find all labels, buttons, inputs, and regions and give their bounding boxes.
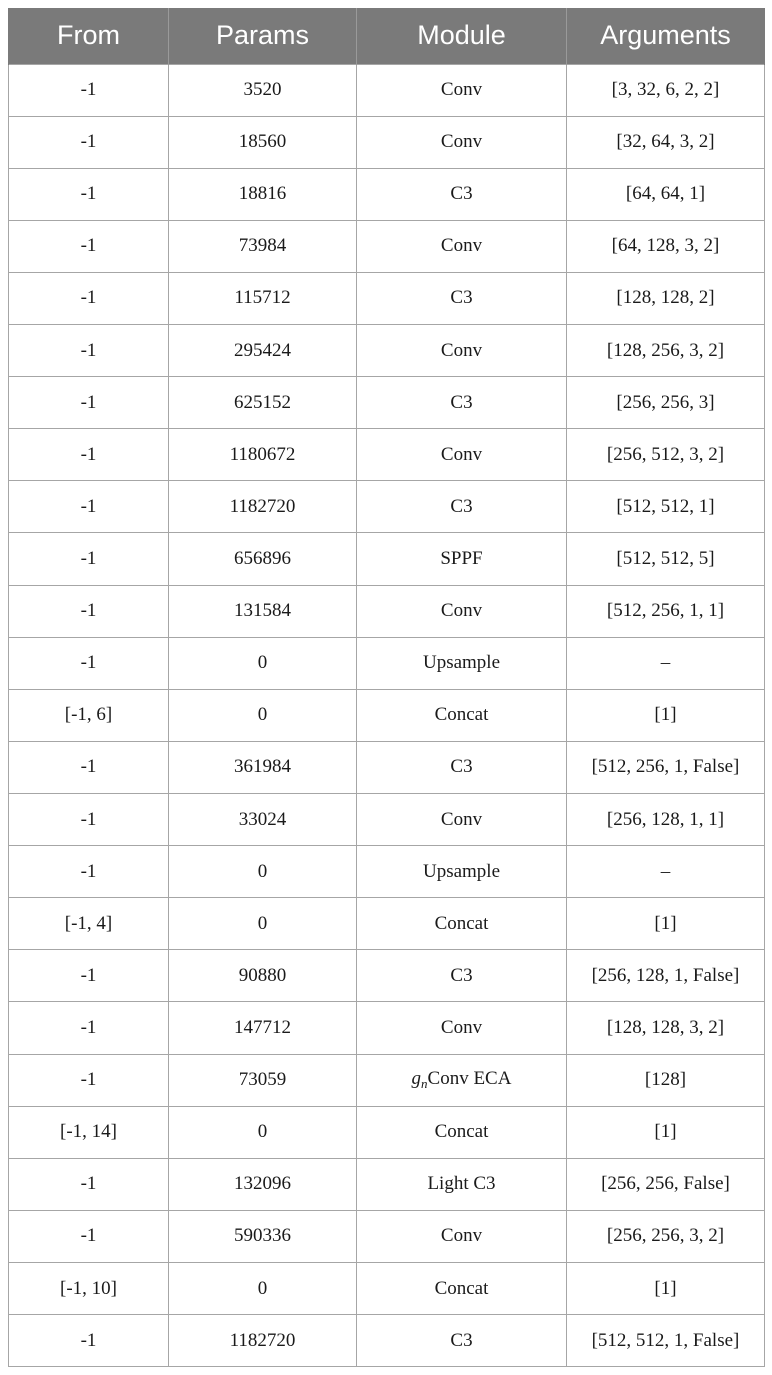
cell-from: -1 [9,272,169,324]
cell-arguments: [128] [567,1054,765,1106]
cell-from: -1 [9,64,169,116]
cell-params: 0 [169,1263,357,1315]
cell-module: Concat [357,1106,567,1158]
cell-params: 18816 [169,168,357,220]
cell-from: -1 [9,429,169,481]
cell-arguments: [512, 512, 1] [567,481,765,533]
cell-module: C3 [357,481,567,533]
cell-from: -1 [9,533,169,585]
cell-params: 1182720 [169,481,357,533]
cell-params: 115712 [169,272,357,324]
cell-module: C3 [357,950,567,1002]
cell-from: -1 [9,168,169,220]
cell-module: Conv [357,1002,567,1054]
cell-from: -1 [9,325,169,377]
cell-params: 131584 [169,585,357,637]
table-row [9,1106,765,1158]
cell-arguments: [64, 64, 1] [567,168,765,220]
cell-from: -1 [9,1054,169,1106]
cell-params: 0 [169,637,357,689]
cell-module: C3 [357,1315,567,1367]
cell-params: 73984 [169,220,357,272]
cell-from: -1 [9,1210,169,1262]
cell-arguments: [32, 64, 3, 2] [567,116,765,168]
cell-module: C3 [357,272,567,324]
cell-from: [-1, 6] [9,689,169,741]
cell-params: 0 [169,1106,357,1158]
cell-arguments: [256, 256, 3, 2] [567,1210,765,1262]
cell-arguments: [256, 512, 3, 2] [567,429,765,481]
cell-params: 361984 [169,741,357,793]
table-row [9,533,765,585]
table-row [9,220,765,272]
cell-arguments: [1] [567,1106,765,1158]
cell-arguments: – [567,637,765,689]
cell-module: C3 [357,377,567,429]
cell-module: Conv [357,325,567,377]
cell-arguments: [512, 512, 1, False] [567,1315,765,1367]
cell-params: 147712 [169,1002,357,1054]
cell-params: 3520 [169,64,357,116]
table-row [9,1054,765,1106]
cell-arguments: [256, 256, 3] [567,377,765,429]
table-header [9,8,765,64]
cell-arguments: [512, 256, 1, 1] [567,585,765,637]
cell-from: -1 [9,794,169,846]
cell-from: -1 [9,1315,169,1367]
table-row [9,950,765,1002]
table-row [9,585,765,637]
header-from: From [9,8,169,64]
cell-arguments: – [567,846,765,898]
cell-arguments: [128, 128, 3, 2] [567,1002,765,1054]
cell-module: SPPF [357,533,567,585]
table-body [9,64,765,1367]
table-row [9,689,765,741]
cell-module: Conv [357,585,567,637]
model-architecture-table-container [8,8,764,1367]
table-row [9,116,765,168]
module-g-letter: g [411,1068,422,1090]
cell-module: Conv [357,429,567,481]
cell-module: Concat [357,689,567,741]
cell-module: Light C3 [357,1158,567,1210]
cell-module: Conv [357,64,567,116]
cell-from: -1 [9,377,169,429]
cell-arguments: [1] [567,1263,765,1315]
table-row [9,1315,765,1367]
table-row [9,1002,765,1054]
cell-module: Conv [357,116,567,168]
cell-params: 0 [169,898,357,950]
cell-from: -1 [9,220,169,272]
cell-module: Conv [357,220,567,272]
cell-from: -1 [9,481,169,533]
cell-params: 18560 [169,116,357,168]
table-row [9,1263,765,1315]
cell-params: 90880 [169,950,357,1002]
module-subscript: n [421,1076,428,1092]
cell-from: -1 [9,950,169,1002]
table-row [9,741,765,793]
header-params: Params [169,8,357,64]
cell-params: 0 [169,846,357,898]
cell-arguments: [512, 256, 1, False] [567,741,765,793]
table-row [9,898,765,950]
module-name-rest: Conv ECA [427,1068,512,1090]
cell-params: 625152 [169,377,357,429]
cell-from: -1 [9,846,169,898]
cell-module: Concat [357,1263,567,1315]
header-arguments: Arguments [567,8,765,64]
cell-module: C3 [357,741,567,793]
cell-from: -1 [9,585,169,637]
cell-from: -1 [9,1158,169,1210]
cell-from: [-1, 10] [9,1263,169,1315]
cell-params: 1182720 [169,1315,357,1367]
cell-module: C3 [357,168,567,220]
cell-params: 73059 [169,1054,357,1106]
cell-params: 295424 [169,325,357,377]
cell-arguments: [512, 512, 5] [567,533,765,585]
cell-arguments: [3, 32, 6, 2, 2] [567,64,765,116]
cell-arguments: [256, 128, 1, False] [567,950,765,1002]
cell-params: 656896 [169,533,357,585]
cell-params: 1180672 [169,429,357,481]
cell-from: [-1, 4] [9,898,169,950]
header-row [9,8,765,64]
cell-params: 0 [169,689,357,741]
cell-module: Upsample [357,637,567,689]
table-row [9,168,765,220]
cell-arguments: [64, 128, 3, 2] [567,220,765,272]
cell-from: -1 [9,1002,169,1054]
cell-module: Conv [357,794,567,846]
cell-arguments: [256, 256, False] [567,1158,765,1210]
cell-module: Conv [357,1210,567,1262]
cell-from: -1 [9,741,169,793]
table-row [9,377,765,429]
table-row [9,325,765,377]
header-module: Module [357,8,567,64]
cell-from: -1 [9,637,169,689]
table-row [9,481,765,533]
cell-arguments: [128, 128, 2] [567,272,765,324]
table-row [9,64,765,116]
cell-params: 590336 [169,1210,357,1262]
table-row [9,1158,765,1210]
cell-module: Upsample [357,846,567,898]
cell-params: 33024 [169,794,357,846]
cell-module: Concat [357,898,567,950]
table-row [9,637,765,689]
cell-arguments: [128, 256, 3, 2] [567,325,765,377]
cell-params: 132096 [169,1158,357,1210]
table-row [9,429,765,481]
table-row [9,794,765,846]
table-row [9,272,765,324]
cell-arguments: [256, 128, 1, 1] [567,794,765,846]
cell-arguments: [1] [567,898,765,950]
table-row [9,846,765,898]
cell-from: [-1, 14] [9,1106,169,1158]
cell-arguments: [1] [567,689,765,741]
model-architecture-table [8,8,765,1367]
cell-from: -1 [9,116,169,168]
cell-module [357,1054,567,1106]
table-row [9,1210,765,1262]
